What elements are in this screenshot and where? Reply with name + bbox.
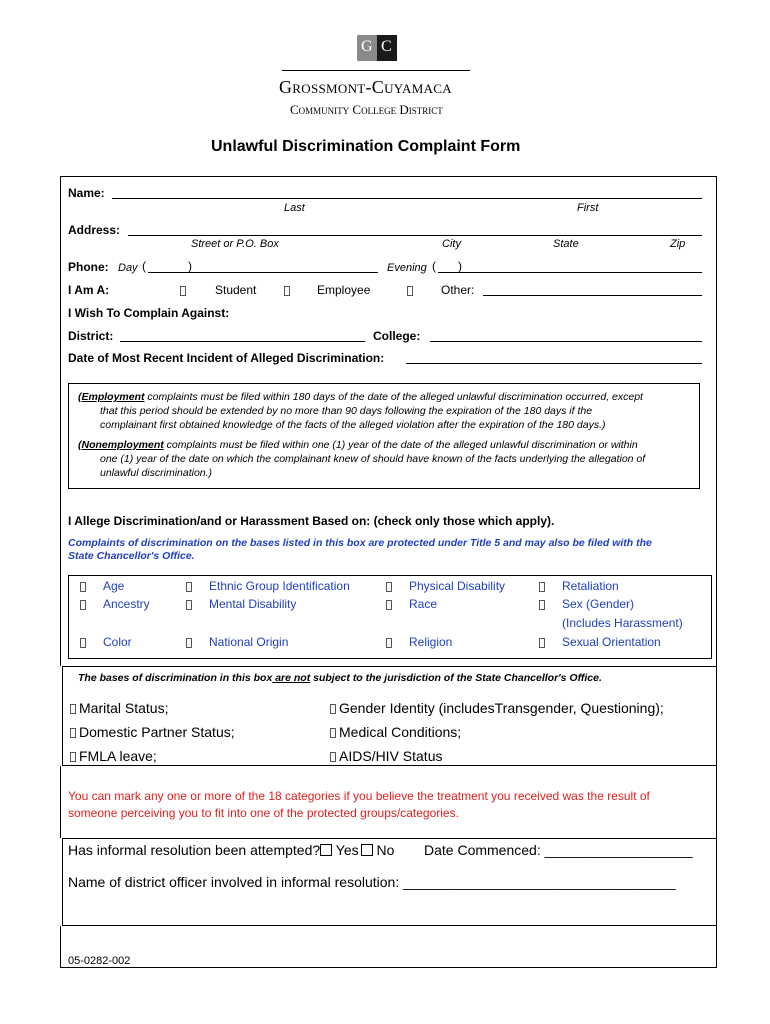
phone-evening-input[interactable] <box>438 272 702 273</box>
student-option[interactable] <box>180 284 192 298</box>
logo-name: Grossmont-Cuyamaca <box>279 77 452 97</box>
checkbox-icon <box>539 600 545 610</box>
employee-option[interactable] <box>284 284 296 298</box>
checkbox-icon <box>407 286 413 296</box>
date-commenced-field[interactable]: Date Commenced: ___________________ <box>424 842 693 858</box>
checkbox-icon <box>386 638 392 648</box>
marital-status-option[interactable] <box>70 700 168 716</box>
checkbox-icon <box>186 600 192 610</box>
address-city-caption: City <box>442 238 461 250</box>
religion-checkbox[interactable] <box>386 636 398 650</box>
ethnic-group-checkbox[interactable] <box>186 580 198 594</box>
checkbox-icon <box>330 704 336 714</box>
logo-subtitle: Community College District <box>290 102 443 117</box>
student-label: Student <box>215 283 257 297</box>
incident-date-label: Date of Most Recent Incident of Alleged Discrimination: <box>68 351 385 365</box>
checkbox-icon <box>284 286 290 296</box>
address-zip-caption: Zip <box>670 238 686 250</box>
basis-religion: Religion <box>409 635 453 649</box>
other-bases-note <box>78 672 602 684</box>
basis-retaliation: Retaliation <box>562 579 619 593</box>
phone-evening-caption: Evening <box>387 262 427 274</box>
mental-disability-checkbox[interactable] <box>186 598 198 612</box>
other-input[interactable] <box>483 295 702 296</box>
page-title: Unlawful Discrimination Complaint Form <box>211 138 521 155</box>
logo-letter-g: G <box>361 38 373 55</box>
title5-note-line-2: State Chancellor's Office. <box>68 550 195 562</box>
aids-hiv-label: AIDS/HIV Status <box>339 748 443 764</box>
name-input[interactable] <box>112 198 702 199</box>
name-label: Name: <box>68 186 105 200</box>
phone-day-paren-open: ( <box>142 259 146 273</box>
checkbox-icon <box>330 752 336 762</box>
sexual-orientation-checkbox[interactable] <box>539 636 551 650</box>
employee-label: Employee <box>317 283 371 297</box>
checkbox-icon <box>386 582 392 592</box>
checkbox-icon <box>180 286 186 296</box>
nonemployment-notice-line-2: one (1) year of the date on which the complainant knew of should have known of the facts underlying the allegation of <box>100 453 646 465</box>
red-note-line-2: someone perceiving you to fit into one of the protected groups/categories. <box>68 806 459 820</box>
basis-sex: Sex (Gender) <box>562 597 635 611</box>
informal-question: Has informal resolution been attempted? <box>68 842 321 858</box>
other-bases-note-after: subject to the jurisdiction of the State Chancellor's Office. <box>310 672 602 684</box>
college-input[interactable] <box>430 341 702 342</box>
fmla-label: FMLA leave; <box>79 748 157 764</box>
other-bases-note-before: The bases of discrimination in this box <box>78 672 273 684</box>
logo-letter-c: C <box>381 38 392 55</box>
gender-identity-label: Gender Identity (includesTransgender, Questioning); <box>339 700 664 716</box>
no-checkbox[interactable] <box>361 844 373 856</box>
checkbox-icon <box>330 728 336 738</box>
form-number: 05-0282-002 <box>68 955 131 967</box>
checkbox-icon <box>539 638 545 648</box>
age-checkbox[interactable] <box>80 580 92 594</box>
ancestry-checkbox[interactable] <box>80 598 92 612</box>
race-checkbox[interactable] <box>386 598 398 612</box>
informal-question-row <box>68 842 394 858</box>
phone-day-paren-close: ) <box>188 259 192 273</box>
marital-status-label: Marital Status; <box>79 700 169 716</box>
basis-mental-disability: Mental Disability <box>209 597 297 611</box>
address-input[interactable] <box>128 235 702 236</box>
basis-sex-harassment: (Includes Harassment) <box>562 616 683 630</box>
nonemployment-term: (Nonemployment <box>78 439 164 451</box>
phone-day-input[interactable] <box>148 272 378 273</box>
color-checkbox[interactable] <box>80 636 92 650</box>
basis-age: Age <box>103 579 125 593</box>
title5-note-line-1: Complaints of discrimination on the bases listed in this box are protected under Title 5 and may also be filed with the <box>68 537 652 549</box>
employment-notice-line-2: that this period should be extended by no more than 90 days following the expiration of the 180 days if the <box>100 405 593 417</box>
checkbox-icon <box>80 582 86 592</box>
i-am-label: I Am A: <box>68 283 110 297</box>
checkbox-icon <box>70 752 76 762</box>
nonemployment-notice-line-3: unlawful discrimination.) <box>100 467 213 479</box>
complain-against-heading: I Wish To Complain Against: <box>68 306 230 320</box>
domestic-partner-label: Domestic Partner Status; <box>79 724 235 740</box>
incident-date-input[interactable] <box>406 363 702 364</box>
logo-box-c <box>377 35 397 61</box>
employment-notice-line-3: complainant first obtained knowledge of the facts of the alleged violation after the expiration of the 180 days.) <box>100 419 606 431</box>
phone-day-caption: Day <box>118 262 138 274</box>
other-bases-note-emph: are not <box>272 672 311 684</box>
allege-heading: I Allege Discrimination/and or Harassment Based on: (check only those which apply). <box>68 514 555 528</box>
district-input[interactable] <box>120 341 365 342</box>
basis-sexual-orientation: Sexual Orientation <box>562 635 661 649</box>
name-first-caption: First <box>577 202 599 214</box>
checkbox-icon <box>80 638 86 648</box>
retaliation-checkbox[interactable] <box>539 580 551 594</box>
basis-color: Color <box>103 635 132 649</box>
employment-text-1: complaints must be filed within 180 days of the date of the alleged unlawful discrimination occurred, except <box>144 391 643 403</box>
phone-evening-paren-open: ( <box>432 259 436 273</box>
logo-rule <box>282 70 470 71</box>
red-note-line-1: You can mark any one or more of the 18 categories if you believe the treatment you received was the result of <box>68 789 650 803</box>
gender-identity-option[interactable] <box>330 700 664 716</box>
employment-notice-line-1 <box>78 391 643 403</box>
basis-national-origin: National Origin <box>209 635 289 649</box>
no-label: No <box>372 842 395 858</box>
other-label: Other: <box>441 283 475 297</box>
national-origin-checkbox[interactable] <box>186 636 198 650</box>
basis-ethnic-group: Ethnic Group Identification <box>209 579 350 593</box>
basis-race: Race <box>409 597 438 611</box>
address-label: Address: <box>68 223 121 237</box>
phone-label: Phone: <box>68 260 109 274</box>
checkbox-icon <box>386 600 392 610</box>
checkbox-icon <box>539 582 545 592</box>
district-officer-field[interactable]: Name of district officer involved in informal resolution: ___________________________________ <box>68 874 676 890</box>
physical-disability-checkbox[interactable] <box>386 580 398 594</box>
medical-conditions-option[interactable] <box>330 724 461 740</box>
checkbox-icon <box>186 638 192 648</box>
district-label: District: <box>68 329 114 343</box>
domestic-partner-option[interactable] <box>70 724 235 740</box>
basis-physical-disability: Physical Disability <box>409 579 506 593</box>
address-state-caption: State <box>553 238 579 250</box>
checkbox-icon <box>70 704 76 714</box>
college-label: College: <box>373 329 421 343</box>
nonemployment-notice-line-1 <box>78 439 638 451</box>
sex-checkbox[interactable] <box>539 598 551 612</box>
name-last-caption: Last <box>284 202 305 214</box>
other-option[interactable] <box>407 284 419 298</box>
aids-hiv-option[interactable] <box>330 748 442 764</box>
fmla-option[interactable] <box>70 748 157 764</box>
medical-conditions-label: Medical Conditions; <box>339 724 462 740</box>
logo-box-g <box>357 35 377 61</box>
nonemployment-text-1: complaints must be filed within one (1) year of the date of the alleged unlawful discrimination or within <box>163 439 638 451</box>
address-street-caption: Street or P.O. Box <box>191 238 279 250</box>
checkbox-icon <box>80 600 86 610</box>
checkbox-icon <box>70 728 76 738</box>
checkbox-icon <box>186 582 192 592</box>
phone-evening-paren-close: ) <box>458 259 462 273</box>
yes-checkbox[interactable] <box>320 844 332 856</box>
basis-ancestry: Ancestry <box>103 597 150 611</box>
yes-label: Yes <box>332 842 359 858</box>
employment-term: (Employment <box>78 391 145 403</box>
footer-section <box>60 926 717 968</box>
